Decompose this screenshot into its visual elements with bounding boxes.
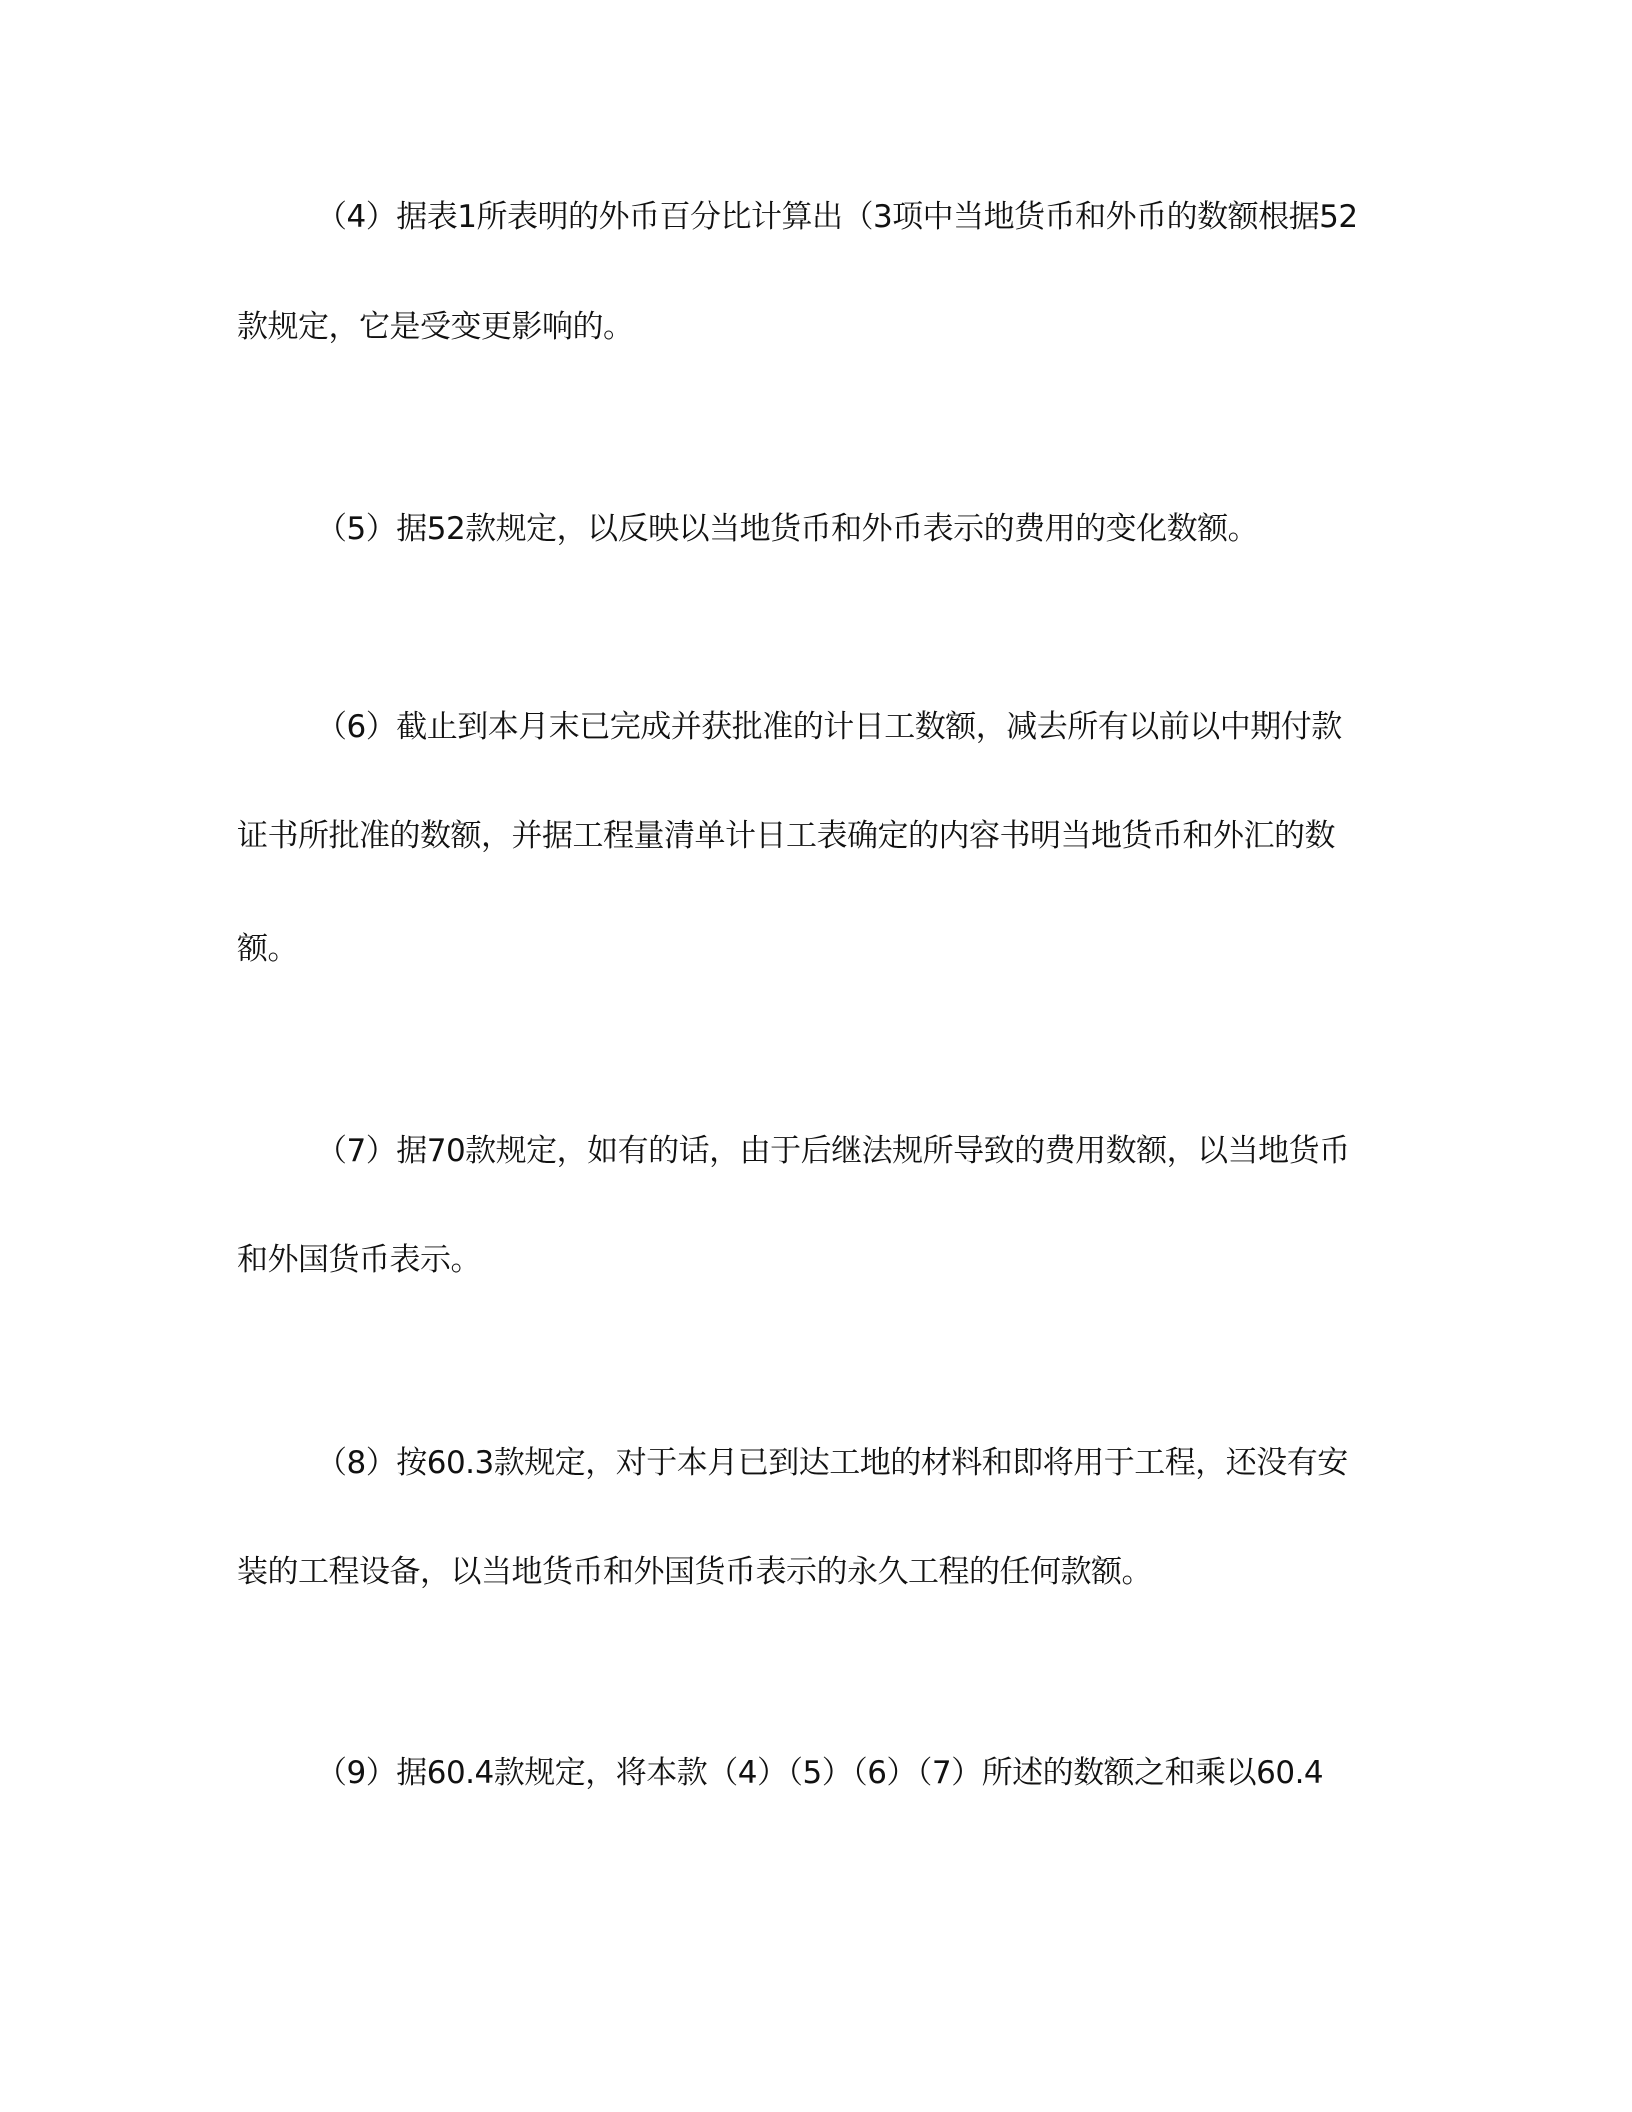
paragraph-7-line-2: 和外国货币表示。 <box>237 1242 481 1278</box>
paragraph-6-line-3: 额。 <box>237 931 298 967</box>
paragraph-4-line-1: （4）据表1所表明的外币百分比计算出（3项中当地货币和外币的数额根据52 <box>316 199 1358 235</box>
paragraph-7-line-1: （7）据70款规定，如有的话，由于后继法规所导致的费用数额，以当地货币 <box>316 1133 1350 1169</box>
paragraph-8-line-2: 装的工程设备，以当地货币和外国货币表示的永久工程的任何款额。 <box>237 1554 1152 1590</box>
paragraph-5-line-1: （5）据52款规定，以反映以当地货币和外币表示的费用的变化数额。 <box>316 511 1259 547</box>
paragraph-9-line-1: （9）据60.4款规定，将本款（4）（5）（6）（7）所述的数额之和乘以60.4 <box>316 1755 1324 1791</box>
paragraph-8-line-1: （8）按60.3款规定，对于本月已到达工地的材料和即将用于工程，还没有安 <box>316 1445 1348 1481</box>
paragraph-4-line-2: 款规定，它是受变更影响的。 <box>237 309 634 345</box>
paragraph-6-line-1: （6）截止到本月末已完成并获批准的计日工数额，减去所有以前以中期付款 <box>316 709 1342 745</box>
paragraph-6-line-2: 证书所批准的数额，并据工程量清单计日工表确定的内容书明当地货币和外汇的数 <box>237 818 1335 854</box>
